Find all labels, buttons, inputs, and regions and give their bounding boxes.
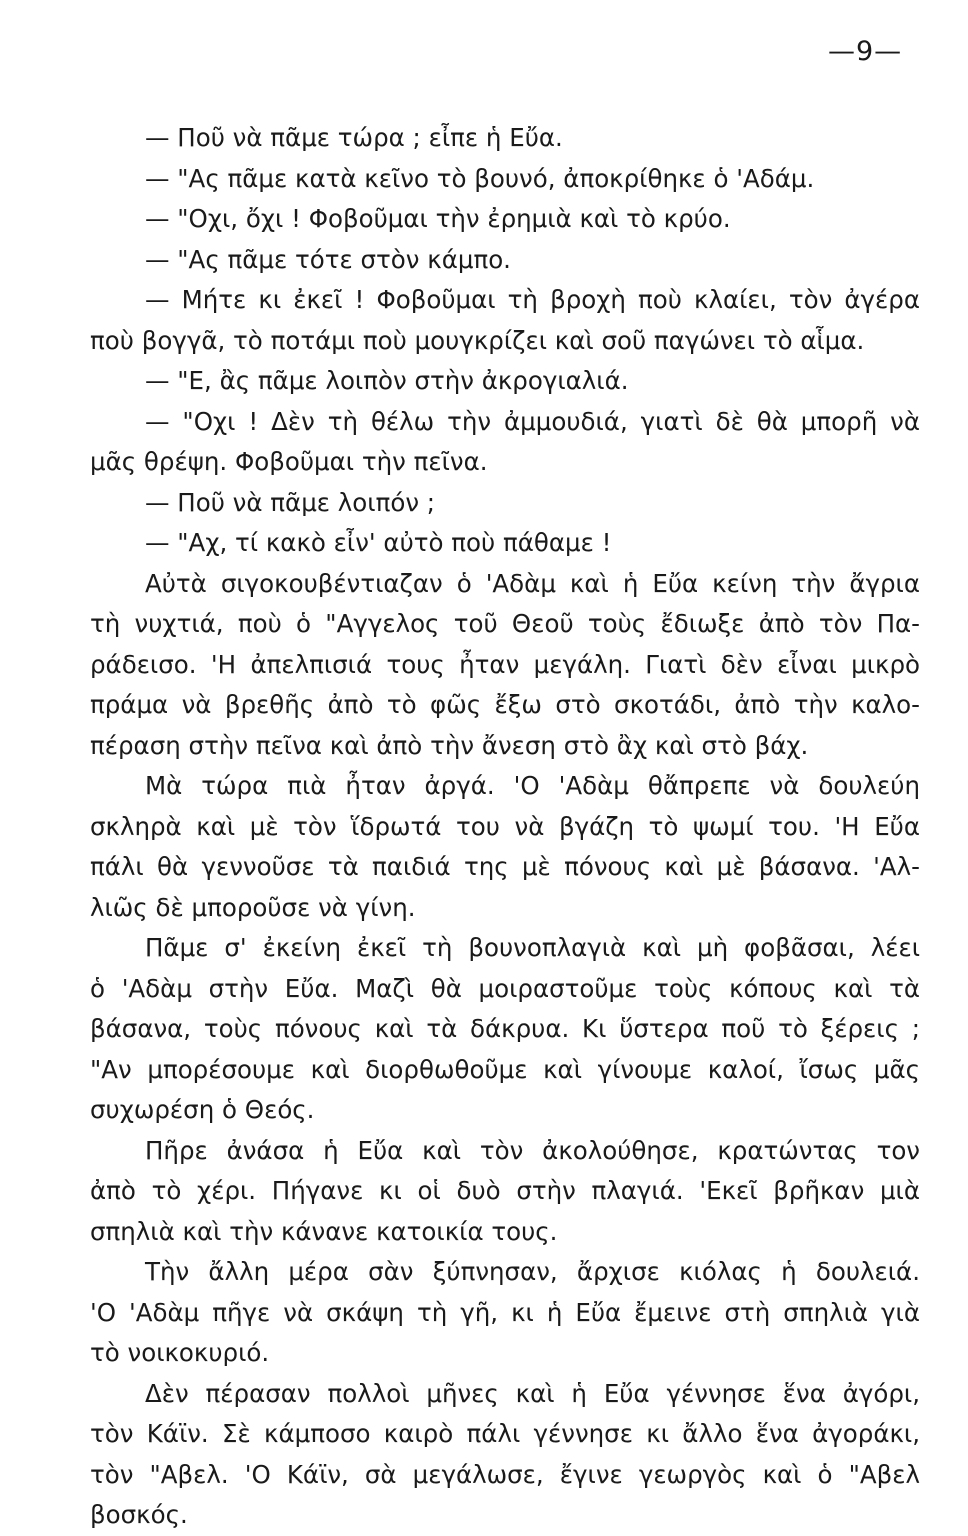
text-line: βάσανα, τοὺς πόνους καὶ τὰ δάκρυα. Κι ὕστερα ποῦ τὸ ξέρεις ;: [90, 1014, 920, 1043]
text-line: σκληρὰ καὶ μὲ τὸν ἵδρωτά του νὰ βγάζη τὸ ψωμί του. 'Η Εὔα: [90, 811, 920, 841]
text-line: τὸ νοικοκυριό.: [90, 1338, 270, 1367]
text-line: λιῶς δὲ μποροῦσε νὰ γίνη.: [90, 892, 416, 922]
text-line: — "Αχ, τί κακὸ εἶν' αὐτὸ ποὺ πάθαμε !: [145, 528, 612, 557]
text-line: τὸν Κάϊν. Σὲ κάμποσο καιρὸ πάλι γέννησε κι ἄλλο ἕνα ἀγοράκι,: [90, 1419, 920, 1448]
text-line: ράδεισο. 'Η ἀπελπισιά τους ἦταν μεγάλη. Γιατὶ δὲν εἶναι μικρὸ: [90, 649, 920, 679]
text-line: τὴ νυχτιά, ποὺ ὁ "Αγγελος τοῦ Θεοῦ τοὺς ἔδιωξε ἀπὸ τὸν Πα-: [90, 609, 920, 638]
text-line: πέραση στὴν πεῖνα καὶ ἀπὸ τὴν ἄνεση στὸ ἂχ καὶ στὸ βάχ.: [90, 730, 809, 760]
text-line: — Μήτε κι ἐκεῖ ! Φοβοῦμαι τὴ βροχὴ ποὺ κλαίει, τὸν ἀγέρα: [145, 285, 920, 314]
text-line: τὸν "Αβελ. 'Ο Κάϊν, σὰ μεγάλωσε, ἔγινε γεωργὸς καὶ ὁ "Αβελ: [90, 1459, 920, 1489]
text-line: — "Ας πᾶμε τότε στὸν κάμπο.: [145, 244, 511, 274]
text-line: ὁ 'Αδὰμ στὴν Εὔα. Μαζὶ θὰ μοιραστοῦμε τοὺς κόπους καὶ τὰ: [90, 973, 920, 1003]
text-line: "Αν μπορέσουμε καὶ διορθωθοῦμε καὶ γίνουμε καλοί, ἴσως μᾶς: [90, 1054, 920, 1084]
text-line: Τὴν ἄλλη μέρα σὰν ξύπνησαν, ἄρχισε κιόλας ἡ δουλειά.: [145, 1257, 920, 1286]
text-line: Αὐτὰ σιγοκουβέντιαζαν ὁ 'Αδὰμ καὶ ἡ Εὔα κείνη τὴν ἄγρια: [145, 568, 920, 598]
text-line: 'Ο 'Αδὰμ πῆγε νὰ σκάψη τὴ γῆ, κι ἡ Εὔα ἔμεινε στὴ σπηλιὰ γιὰ: [90, 1297, 920, 1327]
text-line: βοσκός.: [90, 1500, 188, 1529]
text-line: ποὺ βογγᾶ, τὸ ποτάμι ποὺ μουγκρίζει καὶ σοῦ παγώνει τὸ αἷμα.: [90, 325, 865, 355]
page-number: —9—: [828, 36, 903, 67]
text-line: μᾶς θρέψη. Φοβοῦμαι τὴν πεῖνα.: [90, 447, 488, 476]
text-line: πάλι θὰ γεννοῦσε τὰ παιδιά της μὲ πόνους καὶ μὲ βάσανα. 'Αλ-: [90, 852, 920, 881]
text-line: Πᾶμε σ' ἐκείνη ἐκεῖ τὴ βουνοπλαγιὰ καὶ μὴ φοβᾶσαι, λέει: [145, 933, 920, 962]
text-line: — "Ε, ἂς πᾶμε λοιπὸν στὴν ἀκρογιαλιά.: [145, 366, 629, 395]
text-line: — Ποῦ νὰ πᾶμε λοιπόν ;: [145, 487, 436, 517]
text-line: σπηλιὰ καὶ τὴν κάνανε κατοικία τους.: [90, 1216, 558, 1246]
text-line: — "Οχι, ὄχι ! Φοβοῦμαι τὴν ἐρημιὰ καὶ τὸ κρύο.: [145, 204, 731, 233]
text-line: ἀπὸ τὸ χέρι. Πήγανε κι οἱ δυὸ στὴν πλαγιά. 'Εκεῖ βρῆκαν μιὰ: [90, 1176, 920, 1205]
text-line: — "Οχι ! Δὲν τὴ θέλω τὴν ἀμμουδιά, γιατὶ δὲ θὰ μπορῆ νὰ: [145, 406, 920, 436]
text-line: — Ποῦ νὰ πᾶμε τώρα ; εἶπε ἡ Εὔα.: [145, 123, 563, 152]
body-text: [90, 118, 920, 1536]
text-line: συχωρέση ὁ Θεός.: [90, 1095, 315, 1124]
text-line: — "Ας πᾶμε κατὰ κεῖνο τὸ βουνό, ἀποκρίθηκε ὁ 'Αδάμ.: [145, 163, 815, 193]
text-line: Μὰ τώρα πιὰ ἦταν ἀργά. 'Ο 'Αδὰμ θἄπρεπε νὰ δουλεύη: [145, 771, 920, 800]
text-line: πράμα νὰ βρεθῆς ἀπὸ τὸ φῶς ἔξω στὸ σκοτάδι, ἀπὸ τὴν καλο-: [90, 690, 920, 719]
text-line: Δὲν πέρασαν πολλοὶ μῆνες καὶ ἡ Εὔα γέννησε ἕνα ἀγόρι,: [145, 1378, 920, 1408]
text-line: Πῆρε ἀνάσα ἡ Εὔα καὶ τὸν ἀκολούθησε, κρατώντας τον: [145, 1135, 920, 1165]
